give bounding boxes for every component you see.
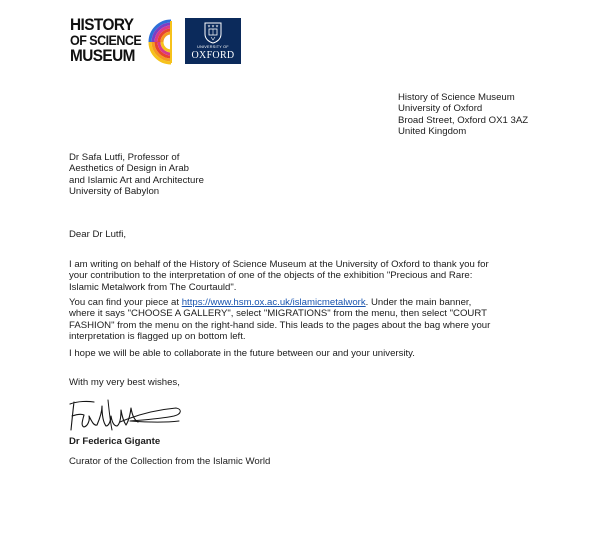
paragraph-text: . Under the main banner, <box>365 297 472 308</box>
signatory-title: Curator of the Collection from the Islamic World <box>69 456 271 467</box>
paragraph-line: where it says "CHOOSE A GALLERY", select "MIGRATIONS" from the menu, then select "COURT <box>69 308 487 320</box>
recipient-address-line: University of Babylon <box>69 185 160 197</box>
oxford-crest-icon <box>204 22 222 44</box>
hsm-rainbow-mark-icon <box>148 19 176 65</box>
oxford-logo-big-text: OXFORD <box>191 50 235 61</box>
recipient-address <box>69 152 329 197</box>
salutation: Dear Dr Lutfi, <box>69 229 127 240</box>
recipient-address-line: Dr Safa Lutfi, Professor of <box>69 152 180 163</box>
paragraph-line <box>69 297 569 308</box>
paragraph-line: Islamic Metalwork from The Courtauld". <box>69 281 237 293</box>
recipient-address-line: Aesthetics of Design in Arab <box>69 163 189 175</box>
sender-address-line: History of Science Museum <box>398 92 515 103</box>
oxford-logo-small-text: UNIVERSITY OF <box>197 45 229 49</box>
body-paragraph-1 <box>69 259 569 293</box>
sender-address-line: United Kingdom <box>398 125 467 137</box>
handwritten-signature <box>64 396 186 434</box>
recipient-address-line: and Islamic Art and Architecture <box>69 174 204 186</box>
hsm-logo <box>70 16 174 68</box>
signatory-name: Dr Federica Gigante <box>69 436 161 447</box>
sender-address-line: University of Oxford <box>398 103 483 115</box>
hsm-logo-line2: OF SCIENCE <box>70 33 142 48</box>
body-paragraph-3: I hope we will be able to collaborate in the future between our and your university. <box>69 348 415 359</box>
paragraph-text: You can find your piece at <box>69 297 182 308</box>
body-paragraph-2 <box>69 297 569 342</box>
paragraph-line: interpretation is flagged up on bottom left. <box>69 330 246 342</box>
paragraph-line: FASHION" from the menu on the right-hand side. This leads to the pages about the bag where your <box>69 319 491 331</box>
sender-address <box>398 92 598 137</box>
hsm-logo-line1: HISTORY <box>70 16 134 34</box>
paragraph-line: I am writing on behalf of the History of Science Museum at the University of Oxford to thank you for <box>69 259 489 270</box>
oxford-logo <box>185 18 241 64</box>
hsm-logo-line3: MUSEUM <box>70 47 135 65</box>
islamic-metalwork-link[interactable]: https://www.hsm.ox.ac.uk/islamicmetalwork <box>181 297 366 308</box>
sender-address-line: Broad Street, Oxford OX1 3AZ <box>398 114 529 126</box>
closing: With my very best wishes, <box>69 377 180 388</box>
paragraph-line: your contribution to the interpretation of one of the objects of the exhibition "Precious and Rare: <box>69 270 473 282</box>
